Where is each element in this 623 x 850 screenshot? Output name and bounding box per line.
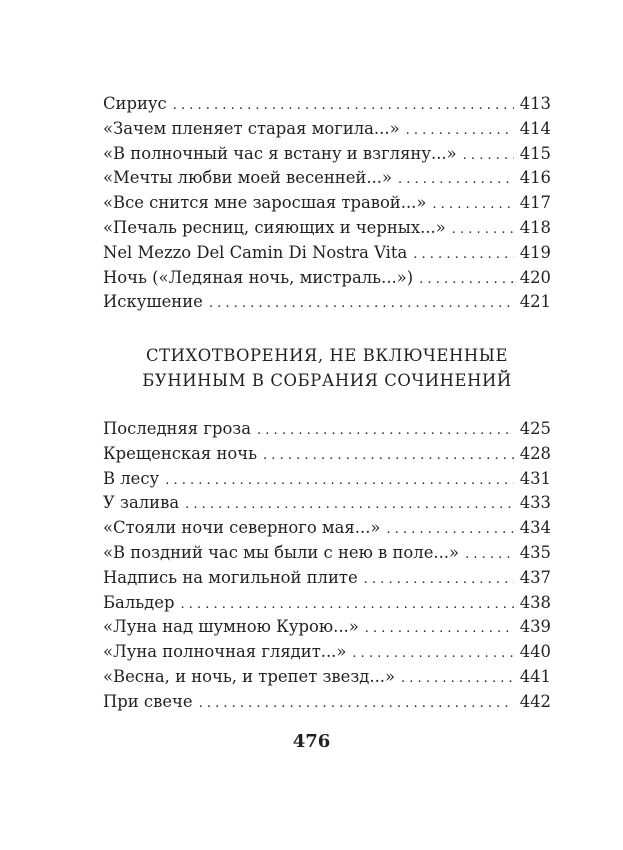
toc-entry [103,191,551,216]
dot-leader [401,667,514,692]
toc-entry [103,615,551,640]
dot-leader [199,692,514,717]
dot-leader [263,444,514,469]
toc-entry-title: «Печаль ресниц, сияющих и черных...» [103,217,446,237]
toc-entry [103,417,551,442]
toc-entry-page: 416 [519,168,551,188]
toc-entry-title: Крещенская ночь [103,443,258,463]
dot-leader [364,568,514,593]
toc-entry-page: 414 [519,118,551,138]
toc-entry-title: Последняя гроза [103,419,252,438]
dot-leader [257,419,514,444]
toc-entry-title: Ночь («Ледяная ночь, мистраль...») [103,267,414,287]
toc-entry [103,142,551,167]
dot-leader [465,543,514,568]
toc-entry-title: У залива [103,493,180,513]
toc-entry [103,491,551,516]
dot-leader [463,144,514,169]
toc-list-main [103,92,551,315]
section-heading [103,343,551,393]
toc-entry-page: 413 [519,94,551,113]
toc-entry-title: Бальдер [103,592,175,612]
toc-entry-page: 437 [519,567,551,587]
toc-entry-title: «Луна над шумною Курою...» [103,617,359,637]
toc-entry-title: «Все снится мне заросшая травой...» [103,193,427,213]
dot-leader [432,193,513,218]
toc-entry-page: 438 [519,592,551,612]
toc-entry-title: «Зачем пленяет старая могила...» [103,118,400,138]
toc-entry-title: Надпись на могильной плите [103,567,358,587]
dot-leader [365,617,514,642]
toc-entry [103,266,551,291]
dot-leader [165,469,514,494]
toc-entry [103,216,551,241]
toc-entry-page: 435 [519,542,551,562]
dot-leader [413,243,513,268]
toc-entry [103,665,551,690]
toc-entry-page: 417 [519,193,551,213]
toc-entry [103,442,551,467]
toc-entry-page: 439 [519,617,551,637]
toc-entry-title: «Луна полночная глядит...» [103,642,347,662]
section-heading-line-2: БУНИНЫМ В СОБРАНИЯ СОЧИНЕНИЙ [142,371,512,390]
toc-entry [103,516,551,541]
toc-entry [103,640,551,665]
toc-entry-title: «Стояли ночи северного мая...» [103,518,381,538]
section-heading-line-1: СТИХОТВОРЕНИЯ, НЕ ВКЛЮЧЕННЫЕ [145,346,509,365]
toc-entry-page: 425 [519,419,551,438]
toc-entry-page: 415 [519,143,551,163]
dot-leader [185,493,514,518]
dot-leader [406,119,514,144]
toc-entry-page: 441 [519,666,551,686]
toc-entry [103,117,551,142]
dot-leader [209,292,514,317]
toc-entry-title: Искушение [103,292,203,312]
toc-entry-title: В лесу [103,468,160,488]
toc-entry-title: «В полночный час я встану и взгляну...» [103,143,457,163]
toc-entry-title: При свече [103,691,193,711]
toc-entry [103,166,551,191]
toc-list-uncollected [103,417,551,715]
toc-entry-title: «В поздний час мы были с нею в поле...» [103,542,460,562]
toc-entry [103,690,551,715]
toc-entry-page: 431 [519,468,551,488]
toc-entry-page: 421 [519,292,551,312]
toc-entry [103,92,551,117]
dot-leader [419,268,514,293]
toc-entry [103,290,551,315]
toc-entry-page: 419 [519,242,551,262]
toc-entry-page: 433 [519,493,551,513]
dot-leader [398,168,514,193]
dot-leader [452,218,514,243]
toc-entry-title: «Весна, и ночь, и трепет звезд...» [103,666,396,686]
toc-entry-title: «Мечты любви моей весенней...» [103,168,392,188]
toc-entry-page: 442 [519,691,551,711]
toc-entry [103,591,551,616]
dot-leader [173,94,514,119]
toc-entry [103,467,551,492]
toc-entry-title: Сириус [103,94,167,113]
toc-entry [103,541,551,566]
dot-leader [386,518,513,543]
toc-entry-page: 420 [519,267,551,287]
toc-entry-page: 434 [519,518,551,538]
page-number: 476 [292,731,331,752]
toc-entry-page: 428 [519,443,551,463]
dot-leader [180,593,513,618]
toc-entry-page: 418 [519,217,551,237]
dot-leader [352,642,513,667]
toc-entry [103,566,551,591]
toc-entry [103,241,551,266]
toc-entry-page: 440 [519,642,551,662]
toc-entry-title: Nel Mezzo Del Camin Di Nostra Vita [103,242,408,262]
